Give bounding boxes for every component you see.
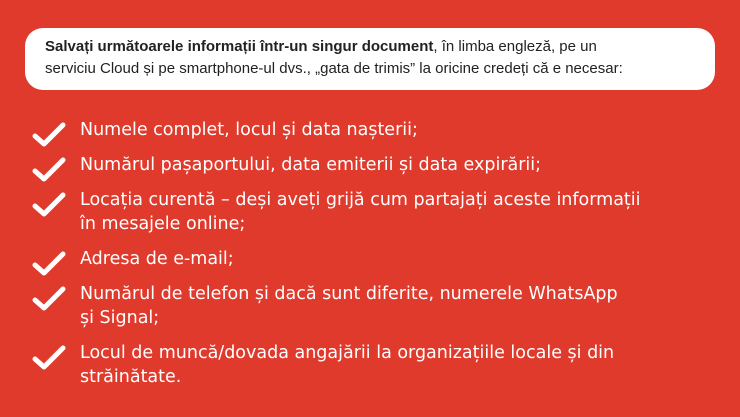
checklist-item bbox=[32, 341, 722, 389]
checklist-item-text: Locația curentă – deși aveți grijă cum partajați aceste informații bbox=[80, 190, 641, 210]
checklist-item bbox=[32, 118, 722, 142]
check-icon bbox=[32, 157, 66, 183]
checklist-item bbox=[32, 282, 722, 330]
intro-line-1-rest: , în limba engleză, pe un bbox=[433, 38, 597, 55]
checklist bbox=[32, 118, 722, 400]
intro-card bbox=[25, 28, 715, 90]
checklist-item-text: Numărul de telefon și dacă sunt diferite, numerele WhatsApp bbox=[80, 284, 618, 304]
checklist-item-text: Locul de muncă/dovada angajării la organizațiile locale și din bbox=[80, 343, 615, 363]
checklist-item bbox=[32, 153, 722, 177]
checklist-item-text: Numărul pașaportului, data emiterii și data expirării; bbox=[80, 155, 542, 175]
checklist-item-text-continued: străinătate. bbox=[80, 367, 182, 387]
checklist-item-text: Adresa de e-mail; bbox=[80, 249, 234, 269]
check-icon bbox=[32, 251, 66, 277]
checklist-item bbox=[32, 188, 722, 236]
intro-bold-text: Salvați următoarele informații într-un singur document bbox=[45, 38, 434, 55]
checklist-item-text-continued: și Signal; bbox=[80, 308, 160, 328]
check-icon bbox=[32, 122, 66, 148]
intro-line-1 bbox=[45, 36, 697, 58]
checklist-item-text: Numele complet, locul și data nașterii; bbox=[80, 120, 418, 140]
check-icon bbox=[32, 345, 66, 371]
intro-line-2: serviciu Cloud și pe smartphone-ul dvs., „gata de trimis” la oricine credeți că e necesar: bbox=[45, 60, 623, 77]
check-icon bbox=[32, 286, 66, 312]
checklist-item-text-continued: în mesajele online; bbox=[80, 214, 246, 234]
checklist-item bbox=[32, 247, 722, 271]
check-icon bbox=[32, 192, 66, 218]
